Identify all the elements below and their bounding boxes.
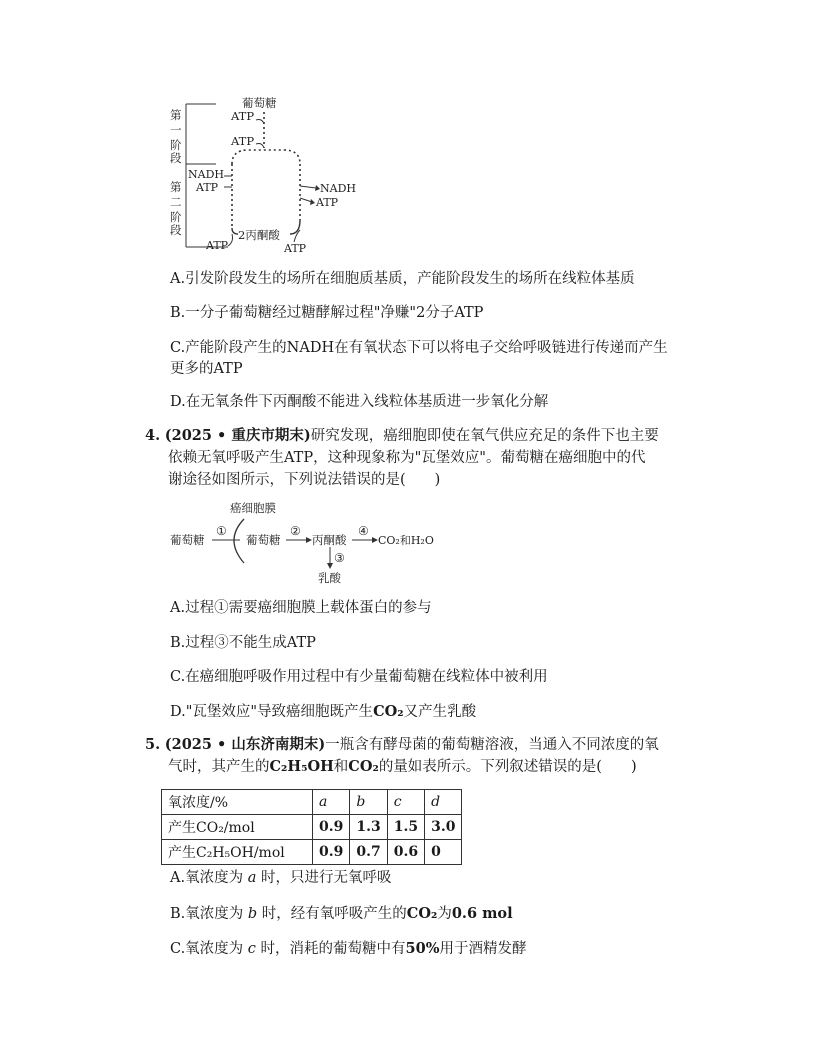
stage2-label: 第二阶段 [170,180,182,237]
process-1-label: ① [216,524,227,538]
table-row-label: 产生C₂H₅OH/mol [162,840,313,865]
membrane-label: 癌细胞膜 [230,501,276,515]
nadh-right: NADH [320,182,356,195]
atp-left: ATP [196,181,219,194]
q4-option-c[interactable]: C.在癌细胞呼吸作用过程中有少量葡萄糖在线粒体中被利用 [170,669,548,685]
q4-option-d-post: 又产生乳酸 [403,704,477,720]
q5-line2b: 和 [333,759,349,775]
q5-option-a-post: 时，只进行无氧呼吸 [260,870,392,886]
cancer-metabolism-diagram [166,497,456,587]
table-cell: 1.5 [387,815,424,840]
q3-option-c[interactable] [170,338,668,380]
q5-number: 5. [145,736,161,753]
q5-option-b-pre: B.氧浓度为 [170,906,244,922]
atp-in-2: ATP [231,134,255,148]
table-row [162,840,462,865]
q4-option-a[interactable]: A.过程①需要癌细胞膜上载体蛋白的参与 [170,600,432,616]
atp-in-1: ATP [231,109,255,123]
q5-option-c-var: c [247,941,256,957]
q3-option-c-line2: 更多的ATP [170,361,243,377]
table-cell: 0.7 [350,840,387,865]
atp-right: ATP [316,196,339,209]
q4-line2: 依赖无氧呼吸产生ATP，这种现象称为"瓦堡效应"。葡萄糖在癌细胞中的代 [168,450,646,466]
glycolysis-diagram [160,92,380,260]
process-2-label: ② [290,524,301,538]
table-header-cell: c [387,790,424,815]
q3-option-b[interactable]: B.一分子葡萄糖经过糖酵解过程"净赚"2分子ATP [170,305,484,321]
q3-option-d[interactable]: D.在无氧条件下丙酮酸不能进入线粒体基质进一步氧化分解 [170,394,549,410]
q5-source: (2025 • 山东济南期末) [164,736,326,753]
table-cell: 0.9 [313,815,350,840]
glucose-inside: 葡萄糖 [246,533,281,547]
table-header-cell: b [350,790,387,815]
q4-stem [145,425,685,491]
q3-option-c-line1: C.产能阶段产生的NADH在有氧状态下可以将电子交给呼吸链进行传递而产生 [170,340,668,356]
q5-option-b-post: 时，经有氧呼吸产生的 [261,906,407,922]
glucose-label: 葡萄糖 [242,96,277,110]
q5-line2a: 气时，其产生的 [168,759,270,775]
q5-option-c[interactable] [170,938,527,960]
q5-co2: CO₂ [348,758,379,775]
table-header-cell: 氧浓度/% [162,790,313,815]
pyruvate-node: 丙酮酸 [312,533,347,547]
table-header-cell: a [313,790,350,815]
q4-option-b[interactable]: B.过程③不能生成ATP [170,635,316,651]
q5-stem [145,734,685,778]
atp-bottom-left: ATP [206,239,229,252]
q5-option-a-var: a [247,870,257,886]
q5-option-c-pre: C.氧浓度为 [170,941,244,957]
pyruvate-label: 2丙酮酸 [238,228,280,242]
q3-option-a[interactable]: A.引发阶段发生的场所在细胞质基质，产能阶段发生的场所在线粒体基质 [170,271,635,287]
q5-ethanol: C₂H₅OH [269,758,334,775]
table-header-cell: d [425,790,462,815]
process-4-label: ④ [358,524,369,538]
q5-option-b-co2: CO₂ [406,905,438,922]
table-cell: 0.6 [387,840,424,865]
q4-number: 4. [145,427,161,444]
table-row-label: 产生CO₂/mol [162,815,313,840]
lactate-node: 乳酸 [318,571,341,585]
q4-option-d-co2: CO₂ [373,703,404,720]
q5-option-c-val: 50% [405,940,440,957]
oxygen-table [161,789,462,865]
q5-option-b-tail: 为 [437,906,452,922]
table-cell: 0 [425,840,462,865]
q5-option-a-pre: A.氧浓度为 [170,870,244,886]
q4-source: (2025 • 重庆市期末) [164,427,311,444]
q5-option-c-post: 时，消耗的葡萄糖中有 [260,941,406,957]
q4-line1: 研究发现，癌细胞即使在氧气供应充足的条件下也主要 [310,428,659,444]
table-cell: 1.3 [350,815,387,840]
q5-option-b[interactable] [170,903,513,925]
q5-line1: 一瓶含有酵母菌的葡萄糖溶液，当通入不同浓度的氧 [325,737,659,753]
q5-option-c-tail: 用于酒精发酵 [439,941,527,957]
q4-line3: 谢途径如图所示，下列说法错误的是( ) [168,472,441,488]
q4-option-d-pre: D."瓦堡效应"导致癌细胞既产生 [170,704,374,720]
table-header-row [162,790,462,815]
q5-line2c: 的量如表所示。下列叙述错误的是( ) [378,759,637,775]
glucose-outside: 葡萄糖 [170,533,205,547]
co2-h2o-node: CO₂和H₂O [378,534,434,547]
table-row [162,815,462,840]
q5-option-b-var: b [247,906,258,922]
atp-bottom-right: ATP [284,242,307,255]
stage1-label: 第一阶段 [170,108,182,165]
q5-option-a[interactable] [170,868,391,889]
process-3-label: ③ [334,551,345,565]
table-cell: 3.0 [425,815,462,840]
nadh-left: NADH [188,168,224,181]
table-cell: 0.9 [313,840,350,865]
q5-option-b-val: 0.6 mol [451,905,513,922]
q4-option-d[interactable] [170,701,476,723]
